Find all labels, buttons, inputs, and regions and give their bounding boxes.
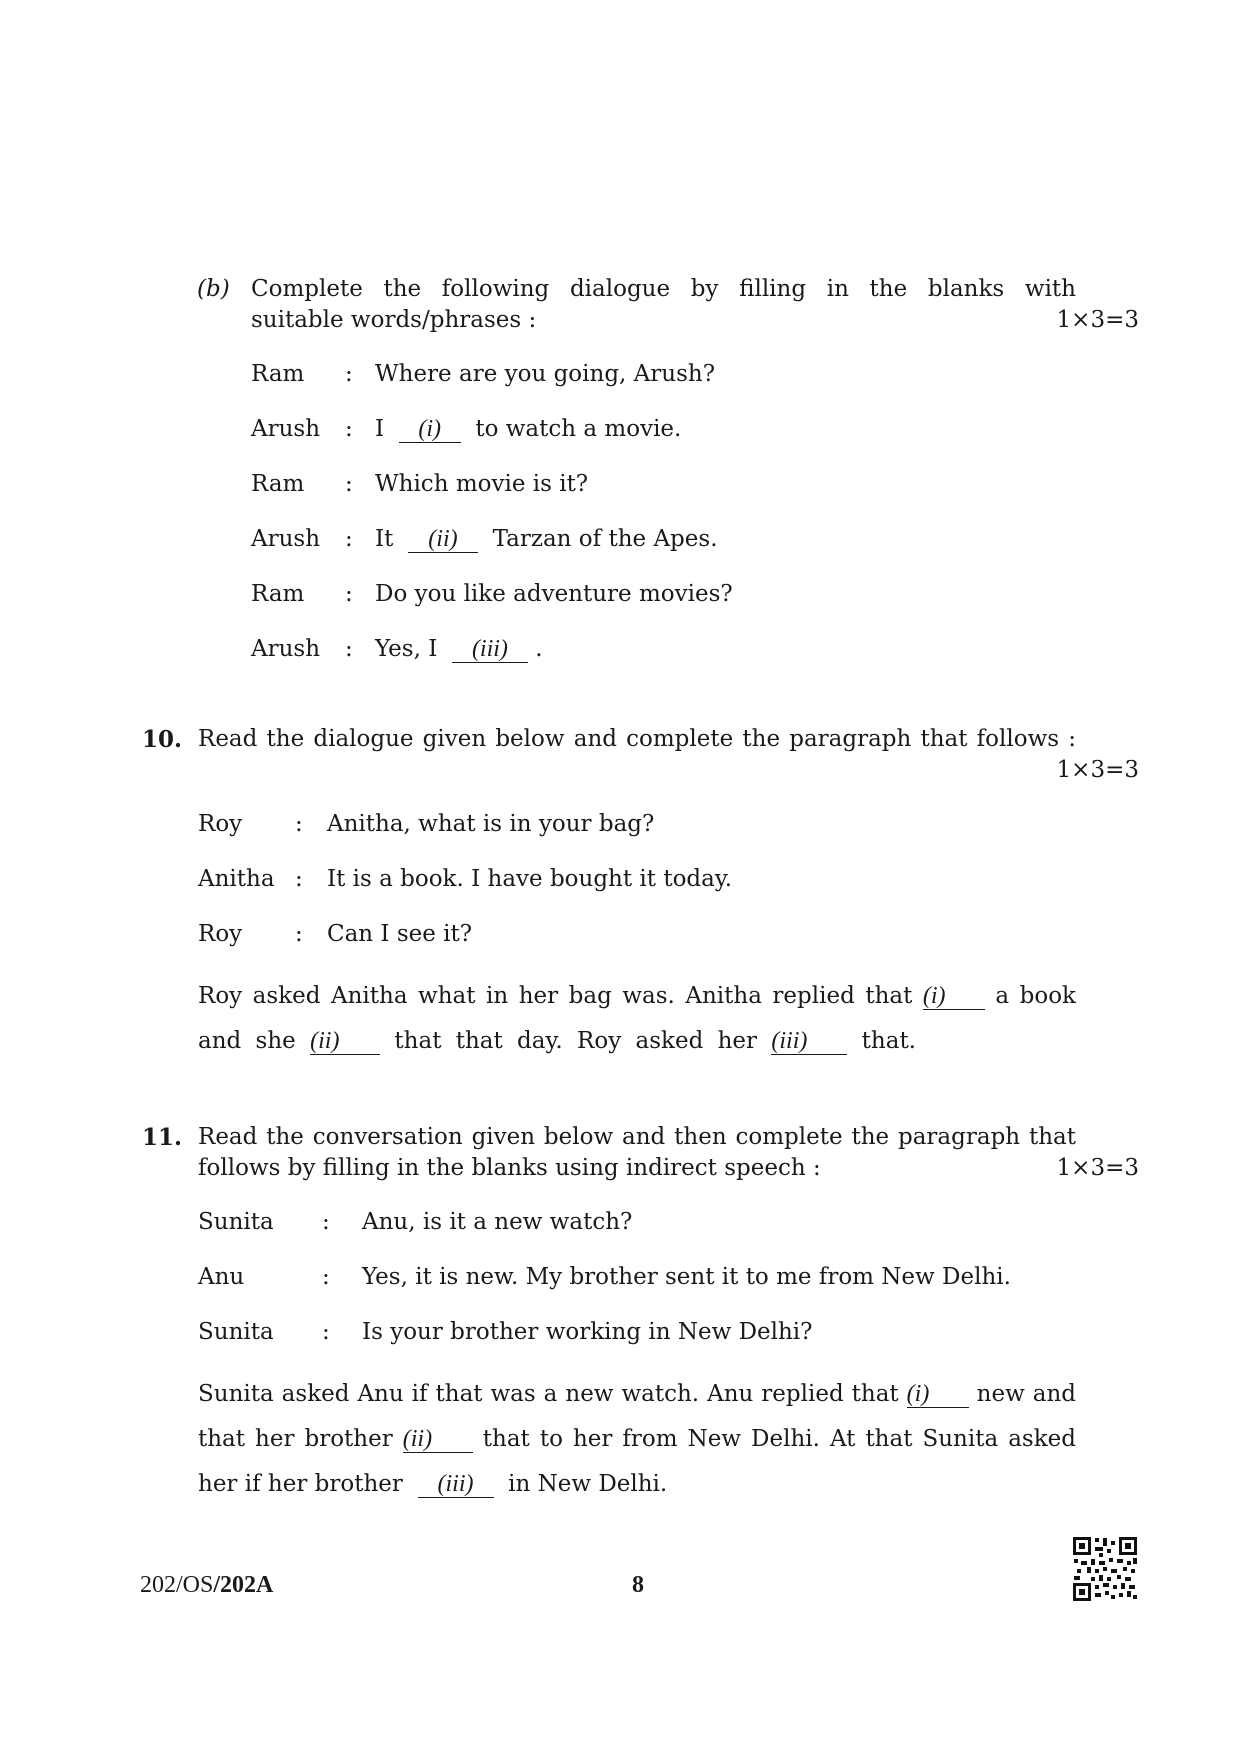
colon: : xyxy=(295,921,303,947)
paragraph-text: that her brother xyxy=(198,1426,393,1452)
paper-code-prefix: 202/OS xyxy=(140,1572,214,1598)
q10-paragraph-line2 xyxy=(198,1028,916,1055)
blank-ii[interactable]: (ii) xyxy=(408,527,478,553)
colon: : xyxy=(322,1209,330,1235)
colon: : xyxy=(322,1264,330,1290)
q11-paragraph-line1 xyxy=(198,1381,1076,1408)
q10-instruction: Read the dialogue given below and complete the paragraph that follows : xyxy=(198,726,1076,752)
q11-blank-i[interactable]: (i) xyxy=(907,1382,969,1408)
q11-blank-ii[interactable]: (ii) xyxy=(403,1427,473,1453)
q11-marks: 1×3=3 xyxy=(1056,1155,1139,1181)
q11-instruction-line2 xyxy=(198,1155,1139,1181)
colon: : xyxy=(295,811,303,837)
speaker-name: Arush xyxy=(251,526,321,552)
speech-text: Which movie is it? xyxy=(375,471,589,497)
dialogue-line xyxy=(198,921,1058,951)
speech-text: Where are you going, Arush? xyxy=(375,361,716,387)
speaker-name: Sunita xyxy=(198,1319,274,1345)
colon: : xyxy=(345,581,353,607)
paper-code xyxy=(140,1572,273,1599)
colon: : xyxy=(322,1319,330,1345)
blank-i[interactable]: (i) xyxy=(399,417,461,443)
speaker-name: Ram xyxy=(251,361,305,387)
q11-paragraph-line2 xyxy=(198,1426,1076,1453)
speaker-name: Sunita xyxy=(198,1209,274,1235)
dialogue-line xyxy=(251,416,1111,450)
colon: : xyxy=(345,526,353,552)
speaker-name: Anitha xyxy=(198,866,275,892)
dialogue-line xyxy=(198,1209,1098,1239)
speech-text: Is your brother working in New Delhi? xyxy=(362,1319,813,1345)
speech-text: Anitha, what is in your bag? xyxy=(327,811,655,837)
speech-post: . xyxy=(535,636,543,662)
speech-pre: It xyxy=(375,526,394,552)
dialogue-line xyxy=(251,361,1111,391)
speech-text xyxy=(375,636,543,663)
q10-marks: 1×3=3 xyxy=(1056,757,1139,783)
colon: : xyxy=(345,416,353,442)
dialogue-line xyxy=(198,811,1058,841)
speech-text xyxy=(375,416,681,443)
speech-text: Can I see it? xyxy=(327,921,473,947)
speaker-name: Roy xyxy=(198,811,243,837)
q10-blank-ii[interactable]: (ii) xyxy=(310,1029,380,1055)
q11-instruction-line1: Read the conversation given below and then complete the paragraph that xyxy=(198,1124,1076,1150)
paragraph-text: that to her from New Delhi. At that Sunita asked xyxy=(482,1426,1076,1452)
paper-code-suffix: /202A xyxy=(213,1572,274,1598)
q11-paragraph-line3 xyxy=(198,1471,667,1498)
dialogue-line xyxy=(198,1319,1098,1349)
q11-blank-iii[interactable]: (iii) xyxy=(418,1472,494,1498)
speaker-name: Roy xyxy=(198,921,243,947)
speech-pre: Yes, I xyxy=(375,636,438,662)
speaker-name: Ram xyxy=(251,581,305,607)
q9b-instruction-line2 xyxy=(251,307,1139,333)
paragraph-text: and she xyxy=(198,1028,296,1054)
paragraph-text: her if her brother xyxy=(198,1471,403,1497)
speech-post: to watch a movie. xyxy=(475,416,682,442)
q10-blank-i[interactable]: (i) xyxy=(923,984,985,1010)
speaker-name: Anu xyxy=(198,1264,245,1290)
speech-text: Yes, it is new. My brother sent it to me from New Delhi. xyxy=(362,1264,1011,1290)
q10-blank-iii[interactable]: (iii) xyxy=(771,1029,847,1055)
qr-code-icon xyxy=(1072,1536,1138,1602)
paragraph-text: that. xyxy=(861,1028,916,1054)
dialogue-line xyxy=(198,866,1058,896)
q9b-instruction-line1: Complete the following dialogue by filling in the blanks with xyxy=(251,276,1076,302)
colon: : xyxy=(295,866,303,892)
blank-iii[interactable]: (iii) xyxy=(452,637,528,663)
colon: : xyxy=(345,471,353,497)
colon: : xyxy=(345,361,353,387)
q11-instruction-text: follows by filling in the blanks using indirect speech : xyxy=(198,1155,821,1181)
paragraph-text: Roy asked Anitha what in her bag was. Anitha replied that xyxy=(198,983,913,1009)
paragraph-text: Sunita asked Anu if that was a new watch. Anu replied that xyxy=(198,1381,899,1407)
speech-text xyxy=(375,526,718,553)
paragraph-text: new and xyxy=(976,1381,1076,1407)
q10-number: 10. xyxy=(142,726,183,753)
paragraph-text: that that day. Roy asked her xyxy=(394,1028,758,1054)
speaker-name: Arush xyxy=(251,416,321,442)
page-number: 8 xyxy=(632,1572,644,1598)
dialogue-line xyxy=(251,526,1111,560)
dialogue-line xyxy=(251,471,1111,501)
dialogue-line xyxy=(251,636,1111,670)
speaker-name: Ram xyxy=(251,471,305,497)
speaker-name: Arush xyxy=(251,636,321,662)
q10-paragraph-line1 xyxy=(198,983,1076,1010)
speech-pre: I xyxy=(375,416,385,442)
colon: : xyxy=(345,636,353,662)
speech-post: Tarzan of the Apes. xyxy=(492,526,718,552)
speech-text: It is a book. I have bought it today. xyxy=(327,866,733,892)
speech-text: Do you like adventure movies? xyxy=(375,581,733,607)
dialogue-line xyxy=(198,1264,1098,1294)
q11-number: 11. xyxy=(142,1124,183,1151)
q9b-instruction-text: suitable words/phrases : xyxy=(251,307,537,333)
dialogue-line xyxy=(251,581,1111,611)
speech-text: Anu, is it a new watch? xyxy=(362,1209,633,1235)
paragraph-text: a book xyxy=(995,983,1076,1009)
q9b-marks: 1×3=3 xyxy=(1056,307,1139,333)
paragraph-text: in New Delhi. xyxy=(508,1471,668,1497)
q9b-label: (b) xyxy=(197,276,230,302)
